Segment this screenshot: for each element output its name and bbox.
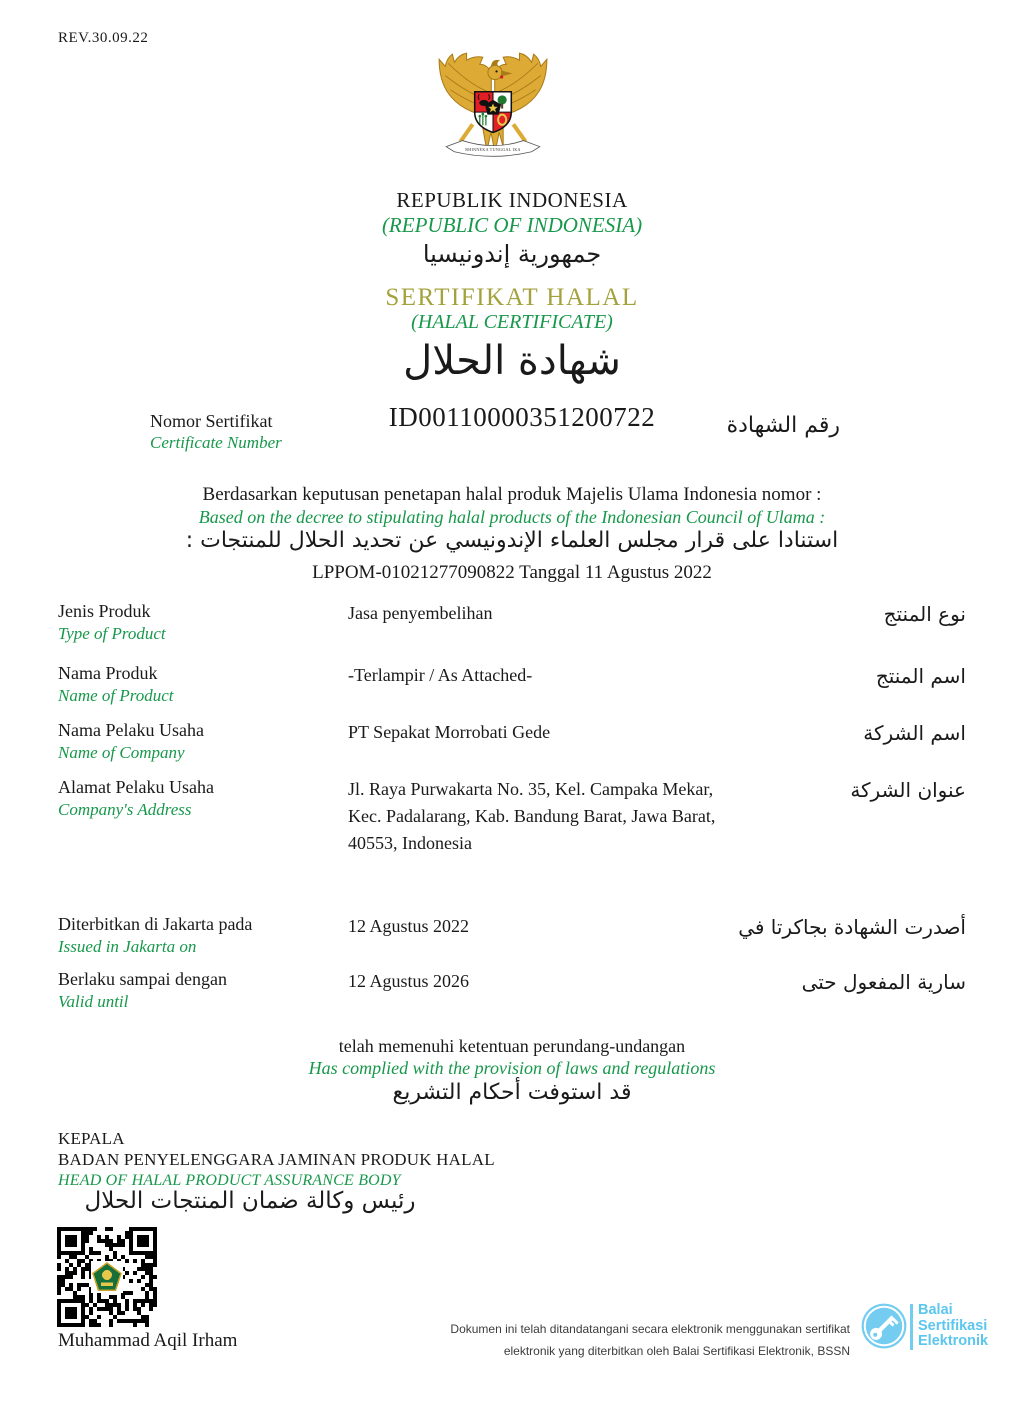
field-label-arabic: عنوان الشركة xyxy=(850,778,966,802)
field-label: Jenis Produk xyxy=(58,601,151,621)
signatory-title-arabic: رئيس وكالة ضمان المنتجات الحلال xyxy=(84,1188,416,1214)
field-label-arabic: أصدرت الشهادة بجاكرتا في xyxy=(738,915,966,939)
certificate-number-label-en: Certificate Number xyxy=(150,433,282,452)
field-label-en: Valid until xyxy=(58,992,129,1011)
qr-code xyxy=(57,1227,157,1327)
bse-key-icon xyxy=(860,1302,908,1350)
bse-logo-text xyxy=(918,1303,988,1350)
compliance-line-id: telah memenuhi ketentuan perundang-undangan xyxy=(338,1036,686,1056)
bse-logo-line1: Balai xyxy=(918,1302,953,1318)
certificate-title: SERTIFIKAT HALAL xyxy=(385,284,639,311)
field-value: PT Sepakat Morrobati Gede xyxy=(348,722,551,742)
field-value: -Terlampir / As Attached- xyxy=(348,665,533,685)
field-label-arabic: نوع المنتج xyxy=(883,602,966,626)
field-label: Alamat Pelaku Usaha xyxy=(58,777,214,797)
garuda-pancasila-emblem-icon xyxy=(432,45,554,167)
certificate-number-value: ID00110000351200722 xyxy=(388,402,656,432)
field-label-arabic: اسم الشركة xyxy=(863,721,966,745)
disclaimer-line1: Dokumen ini telah ditandatangani secara elektronik menggunakan sertifikat xyxy=(450,1322,850,1336)
signatory-title-block xyxy=(58,1128,495,1191)
field-label: Berlaku sampai dengan xyxy=(58,969,227,989)
emblem-motto-text: BHINNEKA TUNGGAL IKA xyxy=(465,147,521,153)
certificate-number-label xyxy=(150,410,282,454)
field-label: Nama Produk xyxy=(58,663,158,683)
electronic-signature-disclaimer xyxy=(430,1318,850,1362)
field-label: Diterbitkan di Jakarta pada xyxy=(58,914,253,934)
decree-number-line: LPPOM-01021277090822 Tanggal 11 Agustus 2022 xyxy=(312,562,712,583)
field-value: Jasa penyembelihan xyxy=(348,603,493,623)
revision-label: REV.30.09.22 xyxy=(58,30,149,46)
field-label-en: Company's Address xyxy=(58,800,192,819)
field-label-en: Name of Product xyxy=(58,686,174,705)
compliance-line-arabic: قد استوفت أحكام التشريع xyxy=(392,1080,632,1105)
field-value: 12 Agustus 2026 xyxy=(348,971,470,991)
country-title-arabic: جمهورية إندونيسيا xyxy=(422,240,602,268)
decree-line-en: Based on the decree to stipulating halal products of the Indonesian Council of Ulama : xyxy=(198,507,826,527)
signatory-title-line1: KEPALA xyxy=(58,1129,125,1148)
certificate-number-label-id: Nomor Sertifikat xyxy=(150,411,273,431)
country-title-en: (REPUBLIC OF INDONESIA) xyxy=(381,213,643,237)
field-label-en: Type of Product xyxy=(58,624,166,643)
bse-logo-divider xyxy=(910,1304,913,1350)
signatory-title-en: HEAD OF HALAL PRODUCT ASSURANCE BODY xyxy=(58,1172,401,1189)
disclaimer-line2: elektronik yang diterbitkan oleh Balai Sertifikasi Elektronik, BSSN xyxy=(503,1344,850,1358)
bse-logo-line2: Sertifikasi xyxy=(918,1317,988,1334)
certificate-number-label-arabic: رقم الشهادة xyxy=(726,413,840,438)
field-label-en: Issued in Jakarta on xyxy=(58,937,197,956)
certificate-title-arabic: شهادة الحلال xyxy=(403,338,621,384)
field-value: Jl. Raya Purwakarta No. 35, Kel. Campaka Mekar, Kec. Padalarang, Kab. Bandung Barat, Jawa Barat, 40553, Indonesia xyxy=(348,779,716,853)
field-label-arabic: اسم المنتج xyxy=(875,664,966,688)
decree-line-arabic: استنادا على قرار مجلس العلماء الإندونيسي عن تحديد الحلال للمنتجات : xyxy=(185,528,839,553)
field-label: Nama Pelaku Usaha xyxy=(58,720,204,740)
bse-logo xyxy=(860,1300,1010,1360)
decree-line-id: Berdasarkan keputusan penetapan halal produk Majelis Ulama Indonesia nomor : xyxy=(202,484,822,505)
signatory-title-line2: BADAN PENYELENGGARA JAMINAN PRODUK HALAL xyxy=(58,1150,495,1169)
compliance-line-en: Has complied with the provision of laws and regulations xyxy=(308,1058,716,1078)
country-title: REPUBLIK INDONESIA xyxy=(396,188,628,212)
certificate-title-en: (HALAL CERTIFICATE) xyxy=(411,311,613,333)
field-value: 12 Agustus 2022 xyxy=(348,916,470,936)
field-label-arabic: سارية المفعول حتى xyxy=(801,970,966,994)
signatory-name: Muhammad Aqil Irham xyxy=(58,1330,238,1351)
bse-logo-line3: Elektronik xyxy=(918,1333,989,1349)
field-label-en: Name of Company xyxy=(58,743,185,762)
